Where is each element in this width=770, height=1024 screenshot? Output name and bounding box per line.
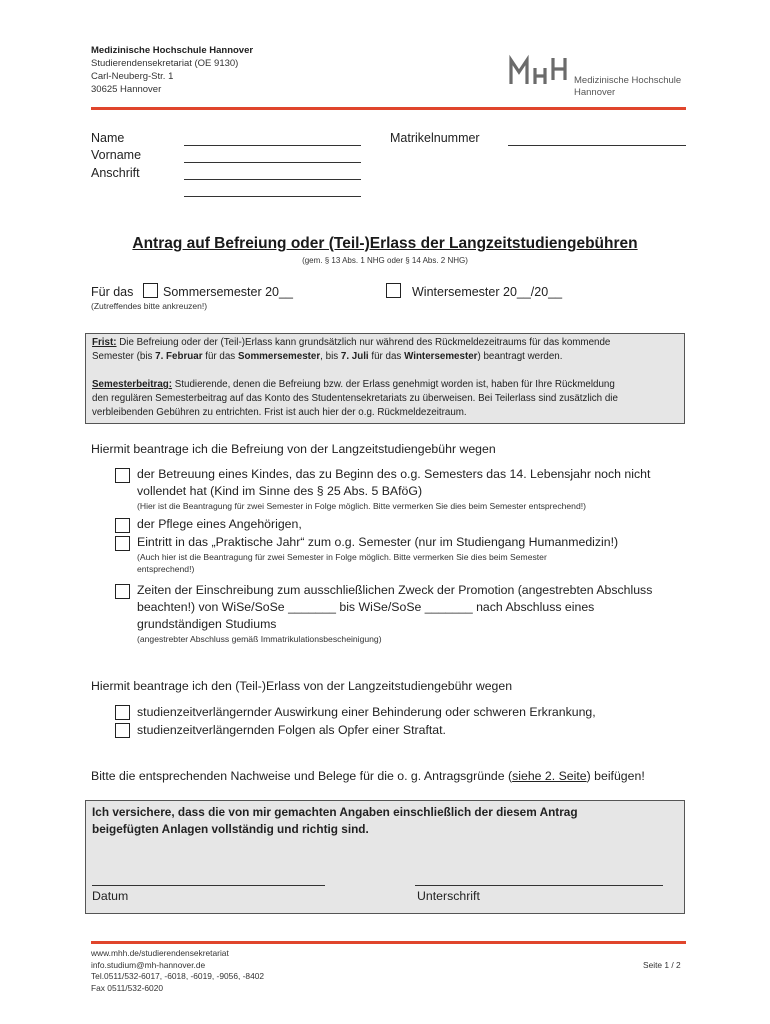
sommersemester-label: Sommersemester 20__ — [163, 285, 293, 299]
name-field[interactable] — [184, 145, 361, 146]
footer-fax: Fax 0511/532-6020 — [91, 982, 164, 993]
erlass-intro: Hiermit beantrage ich den (Teil-)Erlass von der Langzeitstudiengebühr wegen — [91, 679, 513, 693]
address-line: Carl-Neuberg-Str. 1 — [91, 71, 174, 82]
promotion-option: Zeiten der Einschreibung zum ausschließlichen Zweck der Promotion (angestrebten Abschluss beachten!) von WiSe/SoSe _______ bis WiSe/SoSe _______ nach Abschluss eines grundständigen Studiums (angestrebter Abschluss gemäß Immatrikulationsbescheinigung) — [137, 583, 653, 644]
logo-text: Medizinische Hochschule Hannover — [574, 75, 682, 98]
frist-line-1: Frist: Die Befreiung oder der (Teil-)Erlass kann grundsätzlich nur während des Rückmeldezeitraums für das kommende — [92, 337, 611, 348]
vorname-label: Vorname — [91, 148, 142, 162]
institution-name: Medizinische Hochschule Hannover — [91, 45, 254, 56]
pflege-checkbox[interactable] — [115, 518, 130, 533]
matrikel-field[interactable] — [508, 145, 686, 146]
unterschrift-label: Unterschrift — [417, 889, 480, 903]
sender-address — [91, 44, 253, 96]
datum-field[interactable] — [92, 885, 325, 886]
anschrift-label: Anschrift — [91, 166, 140, 180]
beitrag-line-2: den regulären Semesterbeitrag auf das Konto des Studentensekretariats zu überweisen. Bei Teilerlass sind zusätzlich die — [92, 393, 618, 404]
praktisches-jahr-option: Eintritt in das „Praktische Jahr“ zum o.g. Semester (nur im Studiengang Humanmedizin!) (Auch hier ist die Beantragung für zwei Semester in Folge möglich. Bitte vermerken Sie dies beim Semester entsprechend!) — [137, 535, 619, 574]
anschrift-field[interactable] — [184, 179, 361, 180]
beitrag-label: Semesterbeitrag: — [92, 379, 173, 390]
deadline-info-box — [85, 333, 685, 424]
footer-email-link[interactable]: info.studium@mh-hannover.de — [91, 959, 206, 970]
pflege-option: der Pflege eines Angehörigen, — [137, 517, 302, 531]
declaration-line-1: Ich versichere, dass die von mir gemachten Angaben einschließlich der diesem Antrag — [92, 805, 578, 819]
beitrag-line-1: Semesterbeitrag: Studierende, denen die Befreiung bzw. der Erlass genehmigt worden ist, haben für Ihre Rückmeldung — [92, 379, 615, 390]
anschrift-field-2[interactable] — [184, 196, 361, 197]
wintersemester-label: Wintersemester 20__/20__ — [412, 285, 563, 299]
declaration-box — [85, 800, 685, 914]
promotion-checkbox[interactable] — [115, 584, 130, 599]
mhh-logo-mark — [508, 54, 570, 88]
header-divider — [91, 107, 686, 110]
frist-line-2: Semester (bis 7. Februar für das Sommersemester, bis 7. Juli für das Wintersemester) beantragt werden. — [92, 351, 563, 362]
frist-label: Frist: — [92, 337, 117, 348]
mhh-logo — [508, 54, 688, 100]
page-2-link[interactable]: siehe 2. Seite — [512, 769, 587, 783]
praktisches-jahr-checkbox[interactable] — [115, 536, 130, 551]
form-subtitle: (gem. § 13 Abs. 1 NHG oder § 14 Abs. 2 NHG) — [302, 256, 468, 265]
wintersemester-checkbox[interactable] — [386, 283, 401, 298]
straftat-checkbox[interactable] — [115, 723, 130, 738]
kinderbetreuung-option: der Betreuung eines Kindes, das zu Beginn des o.g. Semesters das 14. Lebensjahr noch nicht vollendet hat (Kind im Sinne des § 25 Abs. 5 BAföG) (Hier ist die Beantragung für zwei Semester in Folge möglich. Bitte vermerken Sie dies beim Semester entsprechend!) — [137, 467, 651, 511]
nachweise-note: Bitte die entsprechenden Nachweise und Belege für die o. g. Antragsgründe (siehe 2. Seite) beifügen! — [91, 769, 645, 783]
footer-divider — [91, 941, 686, 944]
befreiung-intro: Hiermit beantrage ich die Befreiung von der Langzeitstudiengebühr wegen — [91, 442, 496, 456]
kinderbetreuung-checkbox[interactable] — [115, 468, 130, 483]
unterschrift-field[interactable] — [415, 885, 663, 886]
footer-contact — [91, 948, 264, 994]
address-line: Studierendensekretariat (OE 9130) — [91, 58, 239, 69]
behinderung-option: studienzeitverlängernder Auswirkung einer Behinderung oder schweren Erkrankung, — [137, 705, 596, 719]
address-line: 30625 Hannover — [91, 84, 162, 95]
form-title: Antrag auf Befreiung oder (Teil-)Erlass der Langzeitstudiengebühren — [132, 235, 638, 252]
fuer-das-label: Für das — [91, 285, 134, 299]
selection-hint: (Zutreffendes bitte ankreuzen!) — [91, 301, 208, 311]
datum-label: Datum — [92, 889, 129, 903]
sommersemester-checkbox[interactable] — [143, 283, 158, 298]
behinderung-checkbox[interactable] — [115, 705, 130, 720]
matrikel-label: Matrikelnummer — [390, 131, 480, 145]
vorname-field[interactable] — [184, 162, 361, 163]
page-number: Seite 1 / 2 — [643, 960, 681, 970]
name-label: Name — [91, 131, 125, 145]
declaration-line-2: beigefügten Anlagen vollständig und richtig sind. — [92, 822, 369, 836]
footer-phone: Tel.0511/532-6017, -6018, -6019, -9056, -8402 — [91, 971, 265, 981]
straftat-option: studienzeitverlängernden Folgen als Opfer einer Straftat. — [137, 723, 446, 737]
beitrag-line-3: verbleibenden Gebühren zu entrichten. Frist ist auch hier der o.g. Rückmeldezeitraum. — [92, 407, 467, 418]
footer-web-link[interactable]: www.mhh.de/studierendensekretariat — [91, 948, 229, 958]
